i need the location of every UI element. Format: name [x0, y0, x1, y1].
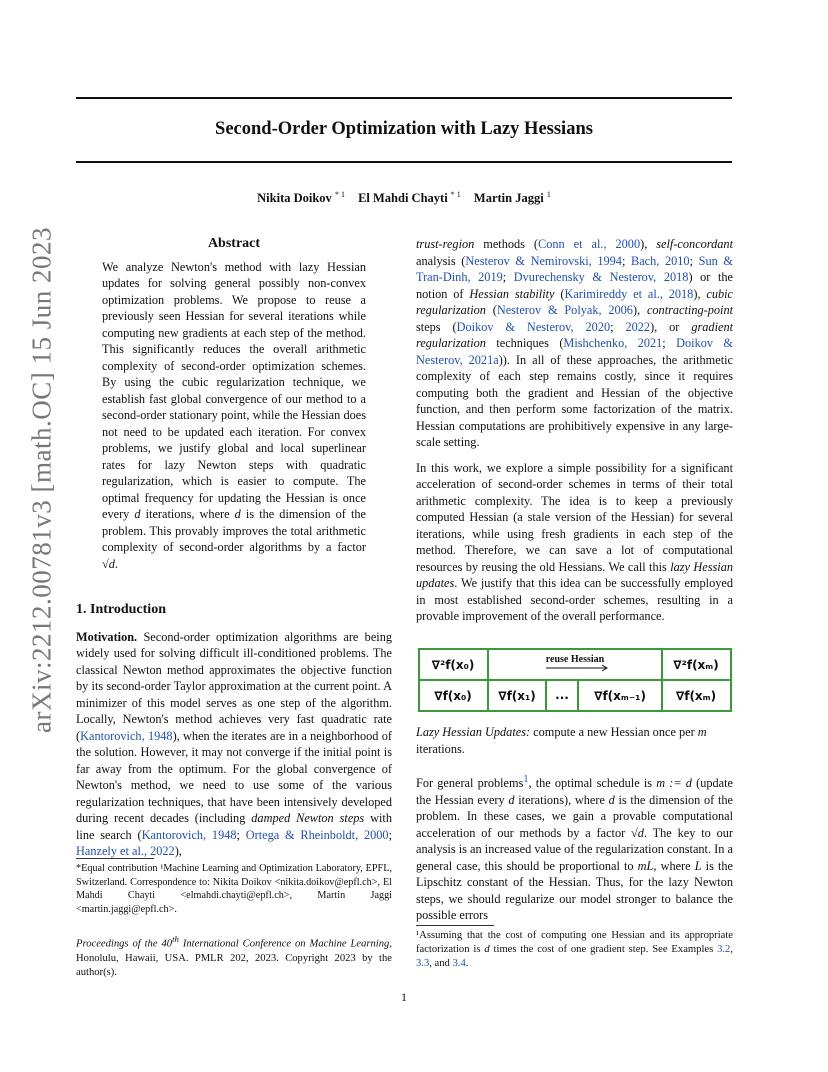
- body-text: In this work, we explore a simple possibility for a significant acceleration of second-order schemes in terms of their total arithmetic complexity. The idea is to keep a previously computed Hessian (a stale version of the Hessian) for several iterations, while using fresh gradients in each step of the method. Therefore, we can save a lot of computational resources by reusing the old Hessians. We call this: [416, 460, 733, 574]
- caption-text: iterations.: [416, 741, 465, 756]
- separator: ;: [662, 336, 677, 350]
- emphasis: damped Newton steps: [251, 811, 365, 825]
- footnote-marker-link[interactable]: 1: [523, 774, 529, 785]
- example-link[interactable]: 3.3: [416, 958, 430, 969]
- proceedings-sup: th: [172, 934, 179, 944]
- cell-grad-x0: ∇f(x₀): [434, 689, 472, 703]
- footnote-rule-right: [416, 925, 494, 926]
- body-text: ),: [174, 844, 182, 858]
- abstract-text: .: [114, 556, 118, 571]
- proceedings-text: , Honolulu, Hawaii, USA. PMLR 202, 2023. Copyright 2023 by the author(s).: [76, 938, 392, 978]
- body-text: , where: [653, 858, 695, 873]
- cell-ellipsis: ...: [555, 688, 569, 702]
- cell-grad-xm-1: ∇f(xₘ₋₁): [594, 689, 646, 703]
- right-column: [416, 236, 733, 625]
- body-text: (: [554, 286, 565, 301]
- citation-link[interactable]: Sun & Tran-Dinh, 2019: [416, 253, 733, 284]
- citation-link[interactable]: Mishchenko, 2021: [563, 336, 663, 350]
- math-d: d: [608, 792, 615, 807]
- paper-title: Second-Order Optimization with Lazy Hessians: [215, 119, 593, 139]
- figure-caption: [416, 724, 733, 757]
- body-text: (update the Hessian every: [416, 776, 733, 807]
- citation-link[interactable]: Bach, 2010: [631, 253, 690, 268]
- right-paragraph-3: [416, 772, 733, 924]
- emphasis: Hessian stability: [469, 286, 555, 301]
- footnote-rule: [76, 858, 154, 859]
- separator: ;: [689, 253, 699, 268]
- right-paragraph-2: [416, 460, 733, 625]
- emphasis: lazy Hessian updates: [416, 559, 733, 590]
- proceedings-text: Proceedings of the 40: [76, 938, 173, 950]
- cell-hessian-x0: ∇²f(x₀): [431, 658, 475, 672]
- abstract-body: [102, 259, 366, 573]
- citation-link[interactable]: Nesterov & Polyak, 2006: [496, 303, 633, 317]
- body-text: analysis (: [416, 253, 466, 268]
- emphasis: gradient regularization: [416, 319, 734, 350]
- body-text: ),: [693, 286, 707, 301]
- arxiv-stamp[interactable]: arXiv:2212.00781v3 [math.OC] 15 Jun 2023: [26, 227, 57, 733]
- math-eq: m := d: [656, 776, 692, 791]
- cell-hessian-xm: ∇²f(xₘ): [673, 658, 719, 672]
- abstract-heading: Abstract: [207, 236, 261, 251]
- proceedings-note: [76, 932, 392, 980]
- separator: , and: [429, 958, 453, 969]
- intro-paragraph: [76, 629, 392, 860]
- separator: ;: [236, 827, 246, 842]
- section-heading-introduction: 1. Introduction: [76, 602, 166, 617]
- body-text: ),: [640, 237, 657, 251]
- separator: ;: [388, 827, 392, 842]
- caption-italic: Lazy Hessian Updates:: [416, 725, 531, 739]
- math-sqrt-d: √d: [102, 556, 115, 571]
- emphasis: cubic regularization: [416, 286, 734, 317]
- math-d: d: [508, 792, 515, 807]
- body-text: is the dimension of the problem. In these cases, we gain a provable computational acceleration of our methods by a factor: [416, 792, 733, 840]
- body-text: ), when the iterates are in a neighborhood of the solution. However, it may not converge if the initial point is far away from the optimum. For the global convergence of Newton's method, we need to use some of the various regularization techniques, that have been intensively developed during recent decades (including: [76, 728, 392, 825]
- right-paragraph-1: [416, 236, 733, 451]
- footnote-affiliations: *Equal contribution ¹Machine Learning and Optimization Laboratory, EPFL, Switzerland. Correspondence to: Nikita Doikov <nikita.doikov@epfl.ch>, El Mahdi Chayti <elmahdi.chayti@epfl.ch>, Martin Jaggi <martin.jaggi@epfl.ch>.: [76, 863, 392, 915]
- author-name: El Mahdi Chayti: [358, 191, 448, 206]
- emphasis: trust-region: [416, 237, 475, 251]
- citation-link[interactable]: 2022: [625, 319, 651, 334]
- left-column: [76, 236, 392, 860]
- separator: ;: [502, 270, 514, 284]
- citation-link[interactable]: Doikov & Nesterov, 2020: [456, 319, 611, 334]
- footnote-text: times the cost of one gradient step. See Examples: [489, 944, 718, 955]
- math-L: L: [694, 858, 702, 873]
- citation-link[interactable]: Kantorovich, 1948: [80, 728, 173, 743]
- citation-link[interactable]: Kantorovich, 1948: [141, 827, 237, 842]
- body-text: (: [485, 303, 497, 317]
- citation-link[interactable]: Karimireddy et al., 2018: [564, 286, 694, 301]
- author-2: [358, 191, 461, 205]
- separator: ,: [730, 944, 734, 955]
- author-1: [257, 191, 345, 205]
- emphasis: contracting-point: [646, 303, 734, 317]
- body-text: , the optimal schedule is: [528, 776, 657, 791]
- body-text: steps (: [416, 319, 457, 334]
- author-marks: 1: [546, 190, 551, 199]
- citation-link[interactable]: Ortega & Rheinboldt, 2000: [245, 827, 389, 842]
- example-link[interactable]: 3.2: [717, 944, 731, 955]
- reuse-hessian-label: reuse Hessian: [545, 654, 605, 665]
- author-3: [474, 191, 551, 205]
- body-text: techniques (: [485, 336, 564, 350]
- math-d: d: [134, 507, 141, 521]
- emphasis: self-concordant: [656, 237, 733, 251]
- author-list: [76, 190, 732, 206]
- abstract-text: iterations, where: [140, 507, 235, 521]
- body-text: Second-order optimization algorithms are being widely used for solving difficult ill-conditioned problems. The classical Newton method approximates the objective function by its second-order Taylor approximation at the current point. A minimizer of this model serves as one step of the algorithm. Locally, Newton's method achieves very fast quadratic rate (: [76, 629, 392, 743]
- footnote-text: .: [465, 958, 469, 969]
- footnote-1: [416, 929, 733, 971]
- citation-link[interactable]: Hanzely et al., 2022: [76, 844, 175, 858]
- caption-text: compute a new Hessian once per: [530, 725, 698, 739]
- body-text: . We justify that this idea can be successfully employed in most established second-order schemes, resulting in a provable improvement of the overall performance.: [416, 576, 733, 623]
- body-text: is the Lipschitz constant of the Hessian. Thus, for the lazy Newton steps, we should regularize our model stronger to balance the possible errors: [416, 858, 733, 923]
- lazy-hessian-figure: [418, 648, 732, 712]
- abstract-text: We analyze Newton's method with lazy Hessian updates for solving general possibly non-convex optimization problems. We propose to reuse a previously seen Hessian for several iterations while computing new gradients at each step of the method. This significantly reduces the overall arithmetic complexity of second-order optimization schemes. By using the cubic regularization technique, we establish fast global convergence of our method to a second-order stationary point, while the Hessian does not need to be updated each iteration. For convex problems, we justify global and local superlinear rates for lazy Newton steps with quadratic regularization, which is easier to compute. The optimal frequency for updating the Hessian is once every: [102, 259, 366, 521]
- body-text: . The key to our analysis is an increased value of the regularization constant. In a general case, this should be proportional to: [416, 825, 733, 873]
- footnote-text: ¹Assuming that the cost of computing one Hessian and its appropriate factorization is: [416, 930, 733, 955]
- example-link[interactable]: 3.4: [452, 958, 466, 969]
- author-marks: * 1: [334, 190, 345, 199]
- author-name: Martin Jaggi: [473, 191, 544, 206]
- title-bottom-rule: [76, 161, 732, 163]
- runin-heading: Motivation.: [76, 629, 138, 644]
- math-m: m: [697, 725, 707, 739]
- cell-grad-x1: ∇f(x₁): [498, 689, 536, 703]
- math-sqrt-d: √d: [631, 825, 644, 840]
- abstract-text: is the dimension of the problem. This provably improves the total arithmetic complexity of second-order algorithms by a factor: [102, 507, 366, 554]
- citation-link[interactable]: Nesterov & Nemirovski, 1994: [465, 253, 622, 268]
- citation-link[interactable]: Dvurechensky & Nesterov, 2018: [513, 270, 689, 284]
- math-d: d: [234, 507, 241, 521]
- body-text: ) or the notion of: [416, 270, 734, 301]
- separator: ;: [610, 319, 626, 334]
- citation-link[interactable]: Conn et al., 2000: [538, 237, 641, 251]
- math-mL: mL: [637, 858, 654, 873]
- body-text: methods (: [474, 237, 539, 251]
- lazy-hessian-diagram: [418, 648, 732, 712]
- body-text: iterations), where: [514, 792, 609, 807]
- citation-link[interactable]: Doikov & Nesterov, 2021a: [416, 336, 733, 367]
- page-number: 1: [401, 990, 407, 1004]
- top-rule: [76, 97, 732, 99]
- cell-grad-xm: ∇f(xₘ): [675, 689, 717, 703]
- math-d: d: [484, 944, 490, 955]
- body-text: ),: [632, 303, 647, 317]
- separator: ;: [621, 253, 632, 268]
- body-text: For general problems: [416, 776, 524, 791]
- body-text: with line search (: [76, 811, 392, 842]
- author-name: Nikita Doikov: [257, 191, 332, 206]
- author-marks: * 1: [450, 190, 461, 199]
- proceedings-text: International Conference on Machine Learning: [178, 938, 390, 950]
- body-text: ), or: [650, 319, 692, 334]
- body-text: )). In all of these approaches, the arithmetic complexity of each step remains costly, since it requires computing both the gradient and Hessian of the objective function, and then perform some factorization of the matrix. Hessian computations are prohibitively expensive in any large-scale setting.: [416, 352, 733, 449]
